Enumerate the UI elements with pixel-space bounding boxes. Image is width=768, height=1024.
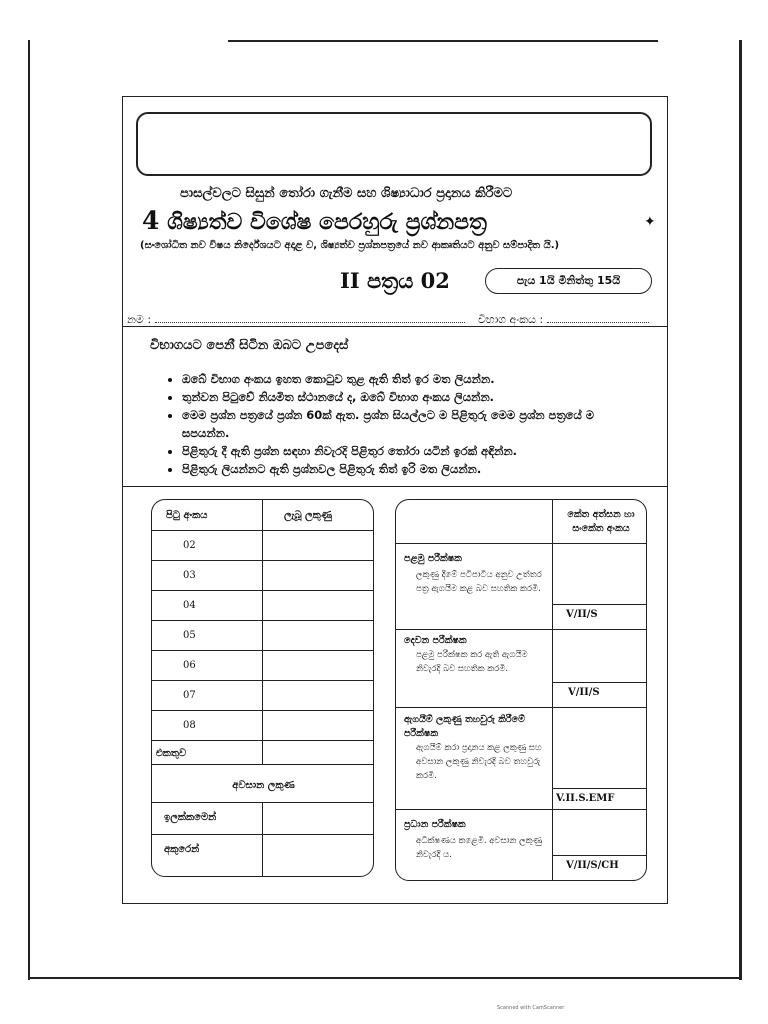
examiner-statement: ලකුණු දීමේ පටිපාටිය අනුව උත්තර පත්‍ර ඇගයීම කළ බව සහතික කරමි. xyxy=(416,570,542,594)
column-divider xyxy=(552,500,553,881)
column-divider xyxy=(262,802,263,877)
column-divider xyxy=(262,500,263,764)
column-header-marks: ලැබූ ලකුණු xyxy=(284,510,333,521)
final-marks-label: අවසාන ලකුණ xyxy=(232,780,295,791)
row-divider xyxy=(152,834,374,835)
row-divider xyxy=(152,740,374,741)
scan-edge-right xyxy=(739,40,742,980)
index-dotted-line xyxy=(547,312,649,323)
row-divider xyxy=(152,650,374,651)
ink-mark: ✦ xyxy=(644,214,656,230)
title-number: 4 xyxy=(142,206,160,235)
examiner-code: V/II/S xyxy=(566,609,598,620)
page-number: 08 xyxy=(183,720,196,731)
in-figures-label: ඉලක්කමෙන් xyxy=(164,812,217,823)
exam-subtitle: පාසල්වලට සිසුන් තෝරා ගැනීම සහ ශිෂ්‍යාධාර ප්‍රදානය කිරීමට xyxy=(180,186,513,201)
in-words-label: අකුරෙන් xyxy=(164,844,200,855)
row-divider xyxy=(152,710,374,711)
examiner-table xyxy=(395,499,647,881)
row-divider xyxy=(396,543,647,544)
page-number: 05 xyxy=(183,630,196,641)
scan-edge-top xyxy=(228,40,658,42)
divider xyxy=(122,326,668,327)
index-field xyxy=(478,312,649,327)
code-divider xyxy=(552,855,647,856)
row-divider xyxy=(152,764,374,765)
page-number: 02 xyxy=(183,540,196,551)
marks-table xyxy=(151,499,374,877)
examiner-statement: ඇගයීම් කරා ප්‍රදානය කළ ලකුණු සහ අවසාන ලකුණු නිවැරදි බව තහවුරු කරමි. xyxy=(416,743,542,781)
row-divider xyxy=(396,809,647,810)
row-divider xyxy=(152,680,374,681)
scan-edge-left xyxy=(28,40,30,980)
page-number: 07 xyxy=(183,690,196,701)
examiner-title: ඇගයීම් ලකුණු තහවුරු කිරීමේ පරීක්ෂක xyxy=(404,714,525,739)
page-number: 04 xyxy=(183,600,196,611)
scanner-watermark: Scanned with CamScanner xyxy=(497,1005,565,1011)
instruction-item: • තුන්වන පිටුවේ නියමිත ස්ථානයේ ද, ඔබේ විභාග අංකය ලියන්න. xyxy=(182,388,642,406)
examiner-code: V/II/S xyxy=(568,687,600,698)
instruction-item: • මෙම ප්‍රශ්න පත්‍රයේ ප්‍රශ්න 60ක් ඇත. ප්‍රශ්න සියල්ලට ම පිළිතුරු මෙම ප්‍රශ්න පත්‍රයේ ම සපයන්න. xyxy=(182,406,642,442)
row-divider xyxy=(152,802,374,803)
examiner-statement: අධීක්ෂණය කළෙමි. අවසාන ලකුණු නිවැරදි ය. xyxy=(416,836,543,860)
exam-title xyxy=(142,206,487,235)
examiner-title: දෙවන පරීක්ෂක xyxy=(404,635,467,646)
total-label: එකතුව xyxy=(156,748,187,759)
time-allowed: පැය 1යි මිනිත්තු 15යි xyxy=(485,268,652,294)
page-number: 06 xyxy=(183,660,196,671)
name-field xyxy=(127,312,465,327)
instruction-item: • ඔබේ විභාග අංකය ඉහත කොටුව තුළ ඇති තිත් ඉර මත ලියන්න. xyxy=(182,370,642,388)
name-dotted-line xyxy=(155,312,465,323)
row-divider xyxy=(396,629,647,630)
instruction-item: • පිළිතුරු දී ඇති ප්‍රශ්න සඳහා නිවැරදි පිළිතුර තෝරා යටින් ඉරක් අඳින්න. xyxy=(182,442,642,460)
name-label: නම : xyxy=(127,313,152,326)
examiner-code: V/II/S/CH xyxy=(566,860,619,871)
index-label: විභාග අංකය : xyxy=(478,313,544,326)
syllabus-note: (සංශෝධිත නව විෂය නිර්දේශයට අදාළ ව, ශිෂ්‍යත්ව ප්‍රශ්නපත්‍රයේ නව ආකෘතියට අනුව සම්පාදිත යි.) xyxy=(140,240,560,251)
divider xyxy=(122,486,668,487)
page-number: 03 xyxy=(183,570,196,581)
code-divider xyxy=(552,788,647,789)
examiner-title: පළමු පරීක්ෂක xyxy=(404,553,462,564)
row-divider xyxy=(152,620,374,621)
code-divider xyxy=(552,682,647,683)
row-divider xyxy=(152,560,374,561)
row-divider xyxy=(152,530,374,531)
row-divider xyxy=(396,707,647,708)
examiner-column-header: කේත අත්සන හා සංකේත අංකය xyxy=(567,509,635,534)
instructions-heading: විභාගයට පෙනී සිටින ඔබට උපදෙස් xyxy=(150,338,349,353)
instruction-item: • පිළිතුරු ලියන්නට ඇති ප්‍රශ්නවල පිළිතුරු තිත් ඉරි මත ලියන්න. xyxy=(182,460,642,478)
instructions-list xyxy=(168,370,642,478)
index-number-box xyxy=(136,112,652,176)
paper-number: II පත්‍රය 02 xyxy=(340,268,450,293)
examiner-statement: පළමු පරීක්ෂක කර ඇති ඇගයීම නිවැරදි බව සහතික කරමි. xyxy=(416,650,528,674)
row-divider xyxy=(152,590,374,591)
title-text: ශිෂ්‍යත්ව විශේෂ පෙරහුරු ප්‍රශ්නපත්‍ර xyxy=(167,210,487,235)
column-header-page: පිටු අංකය xyxy=(166,510,208,521)
code-divider xyxy=(552,604,647,605)
examiner-code: V.II.S.EMF xyxy=(556,793,615,804)
scan-edge-bottom xyxy=(28,977,742,979)
examiner-title: ප්‍රධාන පරීක්ෂක xyxy=(404,819,466,830)
